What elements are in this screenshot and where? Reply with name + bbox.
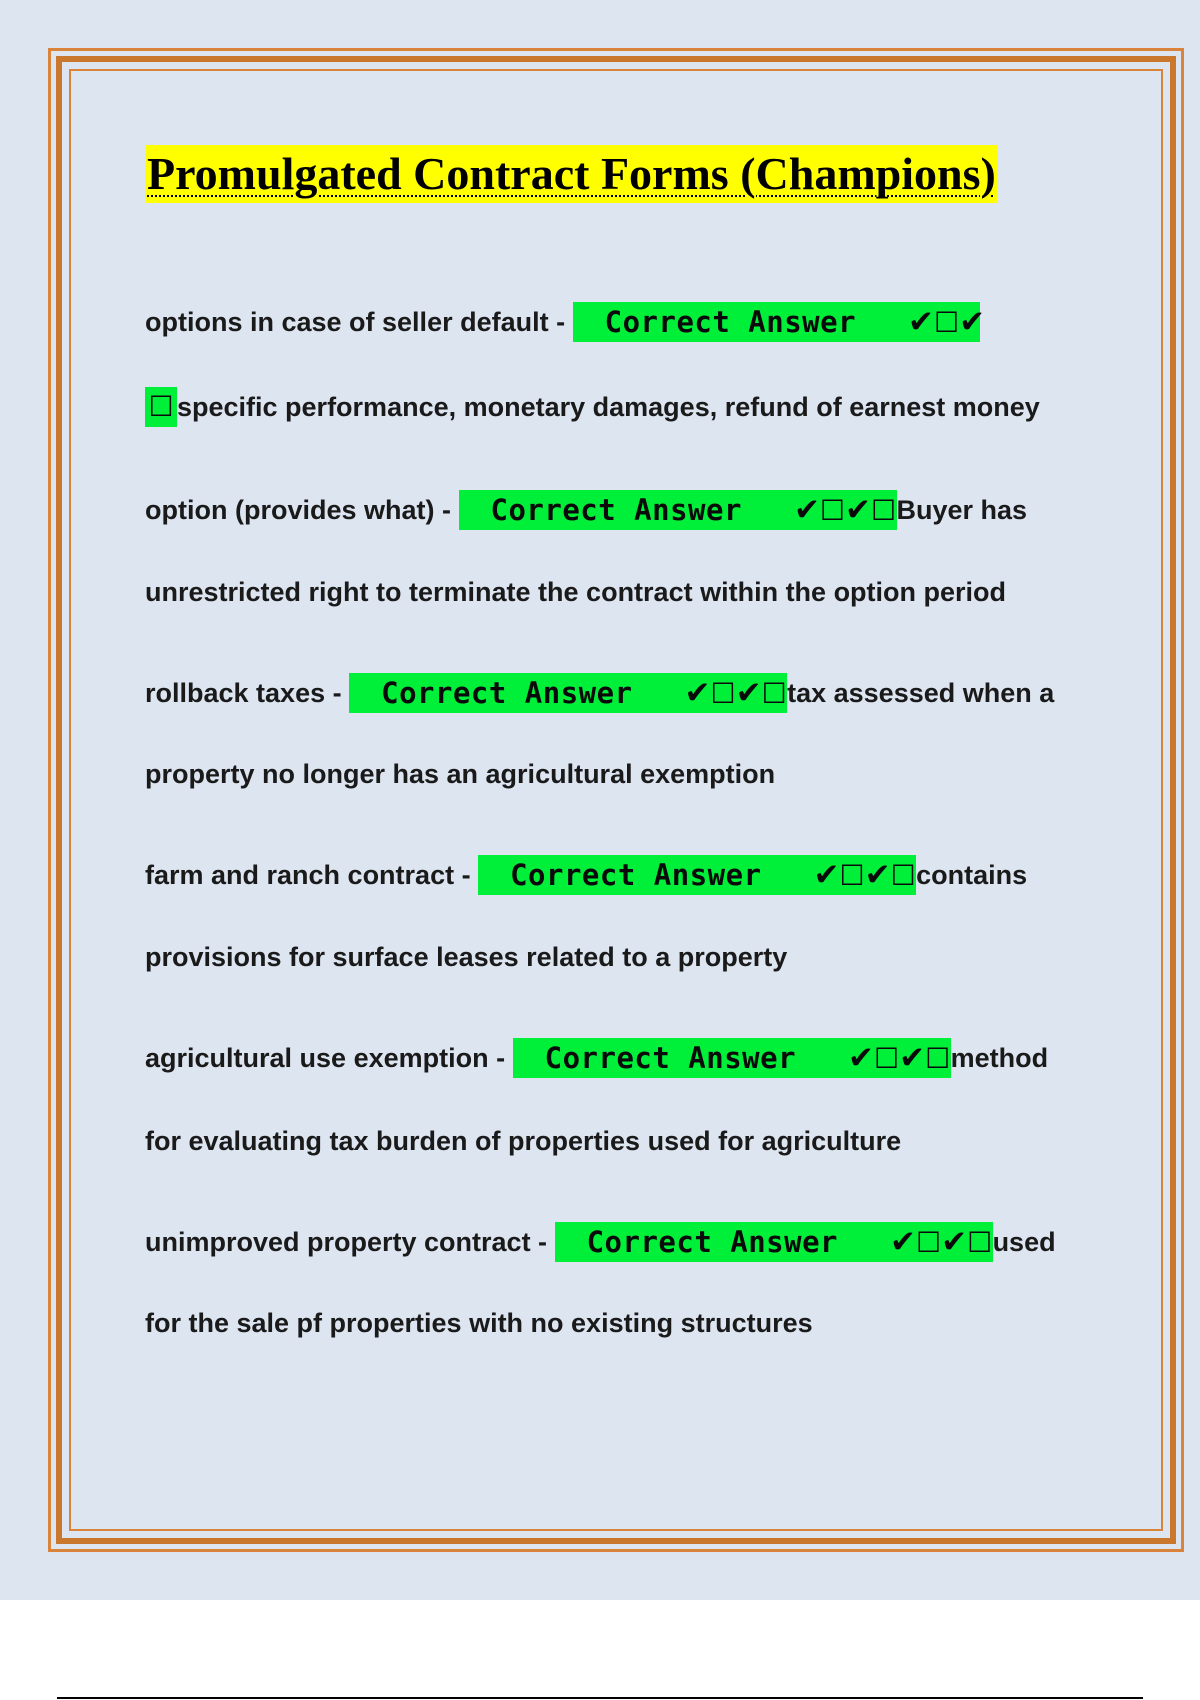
- checkbox-icon: ☐: [915, 1225, 942, 1259]
- correct-answer-badge: [513, 1038, 951, 1078]
- checkbox-icon: ☐: [890, 858, 916, 892]
- term-text: options in case of seller default -: [145, 307, 566, 337]
- term-text: rollback taxes -: [145, 678, 342, 708]
- flashcard-answer-line: [145, 935, 787, 979]
- correct-answer-label: Correct Answer: [510, 857, 762, 892]
- flashcard-term-line: [145, 853, 1027, 897]
- correct-answer-badge: [573, 302, 986, 342]
- checkmark-icon: ✔: [899, 1039, 926, 1076]
- checkmark-icon: ✔: [813, 856, 840, 893]
- checkmark-icon: ✔: [845, 491, 872, 528]
- answer-text: property no longer has an agricultural exemption: [145, 759, 776, 789]
- term-text: agricultural use exemption -: [145, 1043, 506, 1073]
- answer-text: tax assessed when a: [787, 678, 1055, 708]
- flashcard-term-line: [145, 1036, 1048, 1080]
- checkmark-marks: [838, 1224, 992, 1260]
- checkbox-icon: ☐: [871, 493, 897, 527]
- checkmark-icon: ✔: [735, 674, 762, 711]
- checkbox-icon: ☐: [874, 1041, 900, 1075]
- checkbox-icon: ☐: [967, 1225, 993, 1259]
- correct-answer-label: Correct Answer: [604, 304, 857, 339]
- answer-text: Buyer has: [896, 495, 1028, 525]
- checkmark-icon: ✔: [890, 1223, 916, 1260]
- answer-text: specific performance, monetary damages, refund of earnest money: [177, 392, 1040, 422]
- correct-answer-badge: [459, 490, 897, 530]
- checkmark-marks: [633, 675, 787, 711]
- checkmark-icon: ✔: [908, 303, 935, 340]
- correct-answer-label: Correct Answer: [586, 1224, 838, 1259]
- answer-text: used: [992, 1227, 1056, 1257]
- term-text: unimproved property contract -: [145, 1227, 548, 1257]
- flashcard-answer-line: [145, 752, 775, 796]
- flashcard-answer-line: [145, 385, 1040, 429]
- correct-answer-badge: [478, 855, 916, 895]
- term-text: farm and ranch contract -: [145, 860, 471, 890]
- flashcard-term-line: [145, 488, 1027, 532]
- correct-answer-badge: [349, 673, 787, 713]
- checkbox-icon: ☐: [710, 676, 736, 710]
- answer-text: contains: [916, 860, 1028, 890]
- checkmark-icon: ✔: [684, 674, 711, 711]
- flashcard-answer-line: [145, 570, 1006, 614]
- checkmark-icon: ✔: [959, 303, 986, 340]
- checkbox-icon: ☐: [145, 387, 177, 427]
- checkmark-icon: ✔: [864, 856, 891, 893]
- flashcard-term-line: [145, 671, 1054, 715]
- correct-answer-label: Correct Answer: [544, 1040, 797, 1075]
- flashcard-answer-line: [145, 1301, 813, 1345]
- checkmark-marks: [762, 857, 916, 893]
- correct-answer-label: Correct Answer: [381, 675, 633, 710]
- flashcard-term-line: [145, 1220, 1056, 1264]
- checkmark-marks: [796, 1040, 950, 1076]
- correct-answer-label: Correct Answer: [490, 492, 742, 527]
- checkbox-icon: ☐: [925, 1041, 951, 1075]
- checkmark-icon: ✔: [941, 1223, 968, 1260]
- checkmark-icon: ✔: [793, 491, 820, 528]
- footer-rule: [57, 1697, 1143, 1699]
- answer-text: for evaluating tax burden of properties used for agriculture: [145, 1126, 902, 1156]
- checkbox-icon: ☐: [934, 305, 960, 339]
- answer-text: method: [950, 1043, 1049, 1073]
- document-title: Promulgated Contract Forms (Champions): [145, 145, 998, 203]
- term-text: option (provides what) -: [145, 495, 451, 525]
- flashcard-term-line: [145, 300, 986, 344]
- checkmark-marks: [742, 492, 896, 528]
- checkmark-marks: [856, 304, 985, 340]
- flashcard-answer-line: [145, 1119, 901, 1163]
- answer-text: unrestricted right to terminate the contract within the option period: [145, 577, 1007, 607]
- answer-text: provisions for surface leases related to a property: [145, 942, 788, 972]
- answer-text: for the sale pf properties with no existing structures: [145, 1308, 813, 1338]
- checkbox-icon: ☐: [839, 858, 865, 892]
- correct-answer-badge: [555, 1222, 993, 1262]
- checkmark-icon: ✔: [848, 1039, 875, 1076]
- checkbox-icon: ☐: [819, 493, 846, 527]
- checkbox-icon: ☐: [761, 676, 787, 710]
